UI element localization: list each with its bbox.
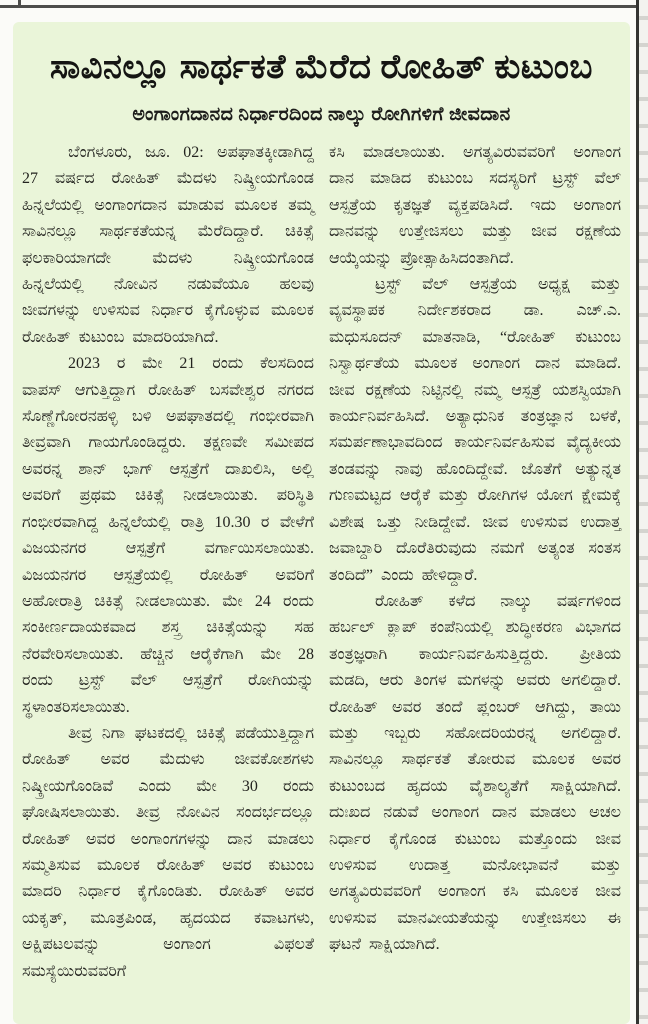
left-column [22,140,314,985]
paragraph: 2023 ರ ಮೇ 21 ರಂದು ಕೆಲಸದಿಂದ ವಾಪಸ್ ಆಗುತ್ತಿದ್ದಾಗ ರೋಹಿತ್ ಬಸವೇಶ್ವರ ನಗರದ ಸೊಣ್ಣೆಗೋರನಹಳ್ಳಿ ಬಳಿ ಅಪಘಾತದಲ್ಲಿ ಗಂಭೀರವಾಗಿ ತೀವ್ರವಾಗಿ ಗಾಯಗೊಂಡಿದ್ದರು. ತಕ್ಷಣವೇ ಸಮೀಪದ ಅವರನ್ನ ಶಾನ್ ಭಾಗ್ ಆಸ್ಪತ್ರೆಗೆ ದಾಖಲಿಸಿ, ಅಲ್ಲಿ ಅವರಿಗೆ ಪ್ರಥಮ ಚಿಕಿತ್ಸೆ ನೀಡಲಾಯಿತು. ಪರಿಸ್ಥಿತಿ ಗಂಭೀರವಾಗಿದ್ದ ಹಿನ್ನಲೆಯಲ್ಲಿ ರಾತ್ರಿ 10.30 ರ ವೇಳೆಗೆ ವಿಜಯನಗರ ಆಸ್ಪತ್ರೆಗೆ ವರ್ಗಾಯಿಸಲಾಯಿತು. ವಿಜಯನಗರ ಆಸ್ಪತ್ರೆಯಲ್ಲಿ ರೋಹಿತ್ ಅವರಿಗೆ ಅಹೋರಾತ್ರಿ ಚಿಕಿತ್ಸೆ ನೀಡಲಾಯಿತು. ಮೇ 24 ರಂದು ಸಂಕೀರ್ಣದಾಯಕವಾದ ಶಸ್ತ್ರ ಚಿಕಿತ್ಸೆಯನ್ನು ಸಹ ನೆರವೇರಿಸಲಾಯಿತು. ಹೆಚ್ಚಿನ ಆರೈಕೆಗಾಗಿ ಮೇ 28 ರಂದು ಟ್ರಸ್ಟ್ ವೆಲ್ ಆಸ್ಪತ್ರೆಗೆ ರೋಗಿಯನ್ನು ಸ್ಥಳಾಂತರಿಸಲಾಯಿತು. [22,355,314,716]
article-headline: ಸಾವಿನಲ್ಲೂ ಸಾರ್ಥಕತೆ ಮೆರೆದ ರೋಹಿತ್ ಕುಟುಂಬ [50,49,593,86]
paragraph-lead: ಬೆಂಗಳೂರು, ಜೂ. 02: ಅಪಘಾತಕ್ಕೀಡಾಗಿದ್ದ 27 ವರ್ಷದ ರೋಹಿತ್ ಮೆದಳು ನಿಷ್ಕ್ರೀಯಗೊಂಡ ಹಿನ್ನಲೆಯಲ್ಲಿ ಅಂಗಾಂಗದಾನ ಮಾಡುವ ಮೂಲಕ ತಮ್ಮ ಸಾವಿನಲ್ಲೂ ಸಾರ್ಥಕತೆಯನ್ನ ಮೆರೆದಿದ್ದಾರೆ. ಚಿಕಿತ್ಸೆ ಫಲಕಾರಿಯಾಗದೇ ಮೆದಳು ನಿಷ್ಕ್ರೀಯಗೊಂಡ ಹಿನ್ನಲೆಯಲ್ಲಿ ನೋವಿನ ನಡುವೆಯೂ ಹಲವು ಜೀವಗಳನ್ನು ಉಳಿಸುವ ನಿರ್ಧಾರ ಕೈಗೊಳ್ಳುವ ಮೂಲಕ ರೋಹಿತ್ ಕುಟುಂಬ ಮಾದರಿಯಾಗಿದೆ. [22,144,314,346]
adjacent-column-fragment [639,0,648,1024]
top-divider-line [0,5,648,8]
column-rule-fragment [18,0,21,6]
paragraph: ತೀವ್ರ ನಿಗಾ ಘಟಕದಲ್ಲಿ ಚಿಕಿತ್ಸೆ ಪಡೆಯುತ್ತಿದ್ದಾಗ ರೋಹಿತ್ ಅವರ ಮೆದುಳು ಜೀವಕೋಶಗಳು ನಿಷ್ಕ್ರೀಯಗೊಂಡಿವೆ ಎಂದು ಮೇ 30 ರಂದು ಘೋಷಿಸಲಾಯಿತು. ತೀವ್ರ ನೋವಿನ ಸಂದರ್ಭದಲ್ಲೂ ರೋಹಿತ್ ಅವರ ಅಂಗಾಂಗಗಳನ್ನು ದಾನ ಮಾಡಲು ಸಮ್ಮತಿಸುವ ಮೂಲಕ ರೋಹಿತ್ ಅವರ ಕುಟುಂಬ ಮಾದರಿ ನಿರ್ಧಾರ ಕೈಗೊಂಡಿತು. ರೋಹಿತ್ ಅವರ ಯಕೃತ್, ಮೂತ್ರಪಿಂಡ, ಹೃದಯದ ಕವಾಟಗಳು, ಅಕ್ಷಿಪಟಲವನ್ನು ಅಂಗಾಂಗ ವಿಫಲತೆ ಸಮಸ್ಯೆಯಿರುವವರಿಗೆ [22,724,314,980]
right-column [329,140,621,985]
article-body [22,140,621,985]
paragraph: ರೋಹಿತ್ ಕಳೆದ ನಾಲ್ಕು ವರ್ಷಗಳಿಂದ ಹರ್ಬಲ್ ಕ್ಲಾಪ್ ಕಂಪೆನಿಯಲ್ಲಿ ಶುದ್ಧೀಕರಣ ವಿಭಾಗದ ತಂತ್ರಜ್ಞರಾಗಿ ಕಾರ್ಯನಿರ್ವಹಿಸುತ್ತಿದ್ದರು. ಪ್ರೀತಿಯ ಮಡದಿ, ಆರು ತಿಂಗಳ ಮಗಳನ್ನು ಅವರು ಅಗಲಿದ್ದಾರೆ. ರೋಹಿತ್ ಅವರ ತಂದೆ ಪ್ಲಂಬರ್ ಆಗಿದ್ದು, ತಾಯಿ ಮತ್ತು ಇಬ್ಬರು ಸಹೋದರಿಯರನ್ನ ಅಗಲಿದ್ದಾರೆ. ಸಾವಿನಲ್ಲೂ ಸಾರ್ಥಕತೆ ತೋರುವ ಮೂಲಕ ಅವರ ಕುಟುಂಬದ ಹೃದಯ ವೈಶಾಲ್ಯತೆಗೆ ಸಾಕ್ಷಿಯಾಗಿದೆ. ದುಃಖದ ನಡುವೆ ಅಂಗಾಂಗ ದಾನ ಮಾಡಲು ಅಚಲ ನಿರ್ಧಾರ ಕೈಗೊಂಡ ಕುಟುಂಬ ಮತ್ತೊಂದು ಜೀವ ಉಳಿಸುವ ಉದಾತ್ತ ಮನೋಭಾವನೆ ಮತ್ತು ಅಗತ್ಯವಿರುವವರಿಗೆ ಅಂಗಾಂಗ ಕಸಿ ಮೂಲಕ ಜೀವ ಉಳಿಸುವ ಮಾನವೀಯತೆಯನ್ನು ಉತ್ತೇಜಿಸಲು ಈ ಘಟನೆ ಸಾಕ್ಷಿಯಾಗಿದೆ. [329,592,621,954]
paragraph-continuation: ಕಸಿ ಮಾಡಲಾಯಿತು. ಅಗತ್ಯವಿರುವವರಿಗೆ ಅಂಗಾಂಗ ದಾನ ಮಾಡಿದ ಕುಟುಂಬ ಸದಸ್ಯರಿಗೆ ಟ್ರಸ್ಟ್ ವೆಲ್ ಆಸ್ಪತ್ರೆಯ ಕೃತಜ್ಞತೆ ವ್ಯಕ್ತಪಡಿಸಿದೆ. ಇದು ಅಂಗಾಂಗ ದಾನವನ್ನು ಉತ್ತೇಜಿಸಲು ಮತ್ತು ಜೀವ ರಕ್ಷಣೆಯ ಆಯ್ಕೆಯನ್ನು ಪ್ರೋತ್ಸಾಹಿಸಿದಂತಾಗಿದೆ. [329,144,621,267]
article-panel [13,22,630,1024]
article-subheadline: ಅಂಗಾಂಗದಾನದ ನಿರ್ಧಾರದಿಂದ ನಾಲ್ಕು ರೋಗಿಗಳಿಗೆ ಜೀವದಾನ [132,104,511,125]
paragraph-quote: ಟ್ರಸ್ಟ್ ವೆಲ್ ಆಸ್ಪತ್ರೆಯ ಅಧ್ಯಕ್ಷ ಮತ್ತು ವ್ಯವಸ್ಥಾಪಕ ನಿರ್ದೇಶಕರಾದ ಡಾ. ಎಚ್.ಎ. ಮಧುಸೂದನ್ ಮಾತನಾಡಿ, “ರೋಹಿತ್ ಕುಟುಂಬ ನಿಸ್ವಾರ್ಥತೆಯ ಮೂಲಕ ಅಂಗಾಂಗ ದಾನ ಮಾಡಿದೆ. ಜೀವ ರಕ್ಷಣೆಯ ನಿಟ್ಟಿನಲ್ಲಿ ನಮ್ಮ ಆಸ್ಪತ್ರೆ ಯಶಸ್ವಿಯಾಗಿ ಕಾರ್ಯನಿರ್ವಹಿಸಿದೆ. ಅತ್ಯಾಧುನಿಕ ತಂತ್ರಜ್ಞಾನ ಬಳಕೆ, ಸಮರ್ಪಣಾಭಾವದಿಂದ ಕಾರ್ಯನಿರ್ವಹಿಸುವ ವೈದ್ಯಕೀಯ ತಂಡವನ್ನು ನಾವು ಹೊಂದಿದ್ದೇವೆ. ಜೊತೆಗೆ ಅತ್ಯುನ್ನತ ಗುಣಮಟ್ಟದ ಆರೈಕೆ ಮತ್ತು ರೋಗಿಗಳ ಯೋಗ ಕ್ಷೇಮಕ್ಕೆ ವಿಶೇಷ ಒತ್ತು ನೀಡಿದ್ದೇವೆ. ಜೀವ ಉಳಿಸುವ ಉದಾತ್ತ ಜವಾಬ್ದಾರಿ ದೊರೆತಿರುವುದು ನಮಗೆ ಅತ್ಯಂತ ಸಂತಸ ತಂದಿದೆ” ಎಂದು ಹೇಳಿದ್ದಾರೆ. [329,276,621,584]
